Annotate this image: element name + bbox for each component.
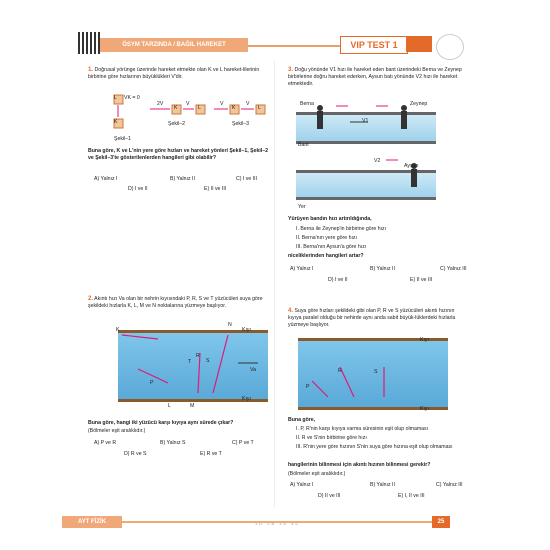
- q4-number: 4.: [288, 308, 294, 314]
- q2-number: 2.: [88, 296, 94, 302]
- q3-block: [288, 67, 468, 88]
- q2-label-va: Va: [250, 367, 256, 373]
- q4-block: [288, 308, 468, 329]
- column-divider: [274, 60, 275, 508]
- q4-option-b[interactable]: B) Yalnız II: [370, 482, 395, 488]
- q3-condition: Yürüyen bandın hızı artırıldığında,: [288, 216, 372, 222]
- q1-v3: V: [220, 101, 224, 107]
- test-title: VIP TEST 1: [340, 36, 408, 54]
- q2-option-c[interactable]: C) P ve T: [232, 440, 254, 446]
- q2-block: [88, 296, 268, 310]
- q1-k-box3: K: [232, 105, 236, 111]
- q2-option-b[interactable]: B) Yalnız S: [160, 440, 186, 446]
- q1-v2: V: [186, 101, 190, 107]
- q4-label-r: R: [338, 368, 342, 374]
- q2-label-r: R: [196, 353, 200, 359]
- q3-item-1: I. Berna ile Zeynep'in birbirine göre hızı: [296, 226, 387, 232]
- q2-kiyi-top: Kıyı: [242, 327, 251, 333]
- q3-figures: [296, 100, 446, 200]
- q2-option-e[interactable]: E) R ve T: [200, 451, 222, 457]
- q3-aysun: Aysun: [404, 163, 419, 169]
- q2-label-l: L: [168, 403, 171, 409]
- q4-note: (Bölmeler eşit aralıklıdır.): [288, 471, 346, 477]
- q1-l-box3: L: [258, 105, 261, 111]
- q1-number: 1.: [88, 67, 94, 73]
- q2-option-a[interactable]: A) P ve R: [94, 440, 117, 446]
- q3-number: 3.: [288, 67, 294, 73]
- q2-label-n: N: [228, 322, 232, 328]
- q3-option-b[interactable]: B) Yalnız II: [370, 266, 395, 272]
- topic-title: ÖSYM TARZINDA / BAĞIL HAREKET: [100, 38, 248, 52]
- q2-text: Akıntı hızı Va olan bir nehrin kıyısındaki P, R, S ve T yüzücüleri suya göre şekildeki hızlarla K, L, M ve N noktalarına yüzmeye başlıyor.: [88, 296, 263, 309]
- q4-item-2: II. R ve S'nin birbirine göre hızı: [296, 435, 367, 441]
- q2-note: (Bölmeler eşit aralıklıdır.): [88, 428, 146, 434]
- q2-option-d[interactable]: D) R ve S: [124, 451, 147, 457]
- publisher-logo: [436, 34, 464, 60]
- q4-label-s: S: [374, 369, 378, 375]
- q1-v4: V: [246, 101, 250, 107]
- q4-kiyi-top: Kıyı: [420, 337, 429, 343]
- q1-k-box2: K: [174, 105, 178, 111]
- q4-kiyi-bot: Kıyı: [420, 406, 429, 412]
- q4-item-1: I. P, R'nin karşı kıyıya varma süresinin eşit olup olmaması: [296, 426, 429, 432]
- q3-v1: V1: [362, 118, 369, 124]
- q4-text: Suya göre hızları şekildeki gibi olan P, R ve S yüzücüleri akıntı hızının kıyıya paralel olduğu bir nehirde aynı anda sabit büyük-lüklerdeki hızlarla yüzmeye başlıyor.: [288, 308, 456, 328]
- q4-question: hangilerinin bilinmesi için akıntı hızının bilinmesi gerekir?: [288, 462, 431, 468]
- q3-text: Doğu yönünde V1 hızı ile hareket eden bant üzerindeki Berna ve Zeynep birbirlerine doğru hareket ederken, Aysun batı yönünde V2 hızı ile hareket etmektedir.: [288, 67, 462, 87]
- q3-yer: Yer: [298, 204, 306, 210]
- q4-option-e[interactable]: E) I, II ve III: [398, 493, 425, 499]
- q1-option-d[interactable]: D) I ve II: [128, 186, 148, 192]
- q1-k-box1: K: [114, 119, 118, 125]
- q2-kiyi-bot: Kıyı: [242, 396, 251, 402]
- q1-2v: 2V: [157, 101, 164, 107]
- q2-label-s: S: [206, 358, 210, 364]
- q4-option-a[interactable]: A) Yalnız I: [290, 482, 314, 488]
- q1-text: Doğrusal yörünge üzerinde hareket etmekte olan K ve L hareket-lilerinin birbirine göre hızlarının büyüklükleri V'dir.: [88, 67, 260, 80]
- q3-option-e[interactable]: E) II ve III: [410, 277, 433, 283]
- q1-option-e[interactable]: E) II ve III: [204, 186, 227, 192]
- q3-item-3: III. Berna'nın Aysun'a göre hızı: [296, 244, 367, 250]
- q4-arrows: [298, 341, 448, 407]
- q4-item-3: III. R'nin yere göre hızının S'nin suya göre hızına eşit olup olmaması: [296, 444, 453, 450]
- q2-label-m: M: [190, 403, 195, 409]
- q3-question: niceliklerinden hangileri artar?: [288, 253, 364, 259]
- q1-block: [88, 67, 264, 81]
- q4-option-c[interactable]: C) Yalnız III: [436, 482, 463, 488]
- q2-label-t: T: [188, 359, 192, 365]
- q1-l-box1: L: [114, 95, 117, 101]
- subject-label: AYT FİZİK: [62, 516, 122, 528]
- q2-label-p: P: [150, 380, 154, 386]
- q3-berna: Berna: [300, 101, 314, 107]
- page-number: 25: [432, 516, 450, 528]
- answer-key: 1D 2B 3E 4C: [255, 521, 301, 526]
- q1-question: Buna göre, K ve L'nin yere göre hızları ve hareket yönleri Şekil–1, Şekil–2 ve Şekil–3'te gösterilenlerden hangileri gibi olabilir?: [88, 148, 268, 161]
- q1-option-c[interactable]: C) I ve III: [236, 176, 258, 182]
- q3-option-d[interactable]: D) I ve II: [328, 277, 348, 283]
- test-title-bar: [406, 36, 432, 52]
- q3-option-a[interactable]: A) Yalnız I: [290, 266, 314, 272]
- q1-fig3: Şekil–3: [232, 121, 250, 127]
- q1-option-b[interactable]: B) Yalnız II: [170, 176, 195, 182]
- q2-arrows: [118, 333, 268, 399]
- q1-l-box2: L: [198, 105, 201, 111]
- q1-fig2: Şekil–2: [168, 121, 186, 127]
- q1-fig1: Şekil–1: [114, 136, 132, 142]
- q3-bant: Bant: [298, 142, 309, 148]
- q2-question: Buna göre, hangi iki yüzücü karşı kıyıya aynı sürede çıkar?: [88, 420, 234, 426]
- q3-zeynep: Zeynep: [410, 101, 428, 107]
- q3-item-2: II. Berna'nın yere göre hızı: [296, 235, 357, 241]
- q2-label-k: K: [116, 327, 120, 333]
- q3-v2: V2: [374, 158, 381, 164]
- q1-option-a[interactable]: A) Yalnız I: [94, 176, 118, 182]
- q1-vk0: VK = 0: [124, 95, 140, 101]
- q3-option-c[interactable]: C) Yalnız III: [440, 266, 467, 272]
- q4-label-p: P: [306, 384, 310, 390]
- q4-option-d[interactable]: D) II ve III: [318, 493, 341, 499]
- q4-intro: Buna göre,: [288, 417, 316, 423]
- qr-code: [78, 32, 100, 54]
